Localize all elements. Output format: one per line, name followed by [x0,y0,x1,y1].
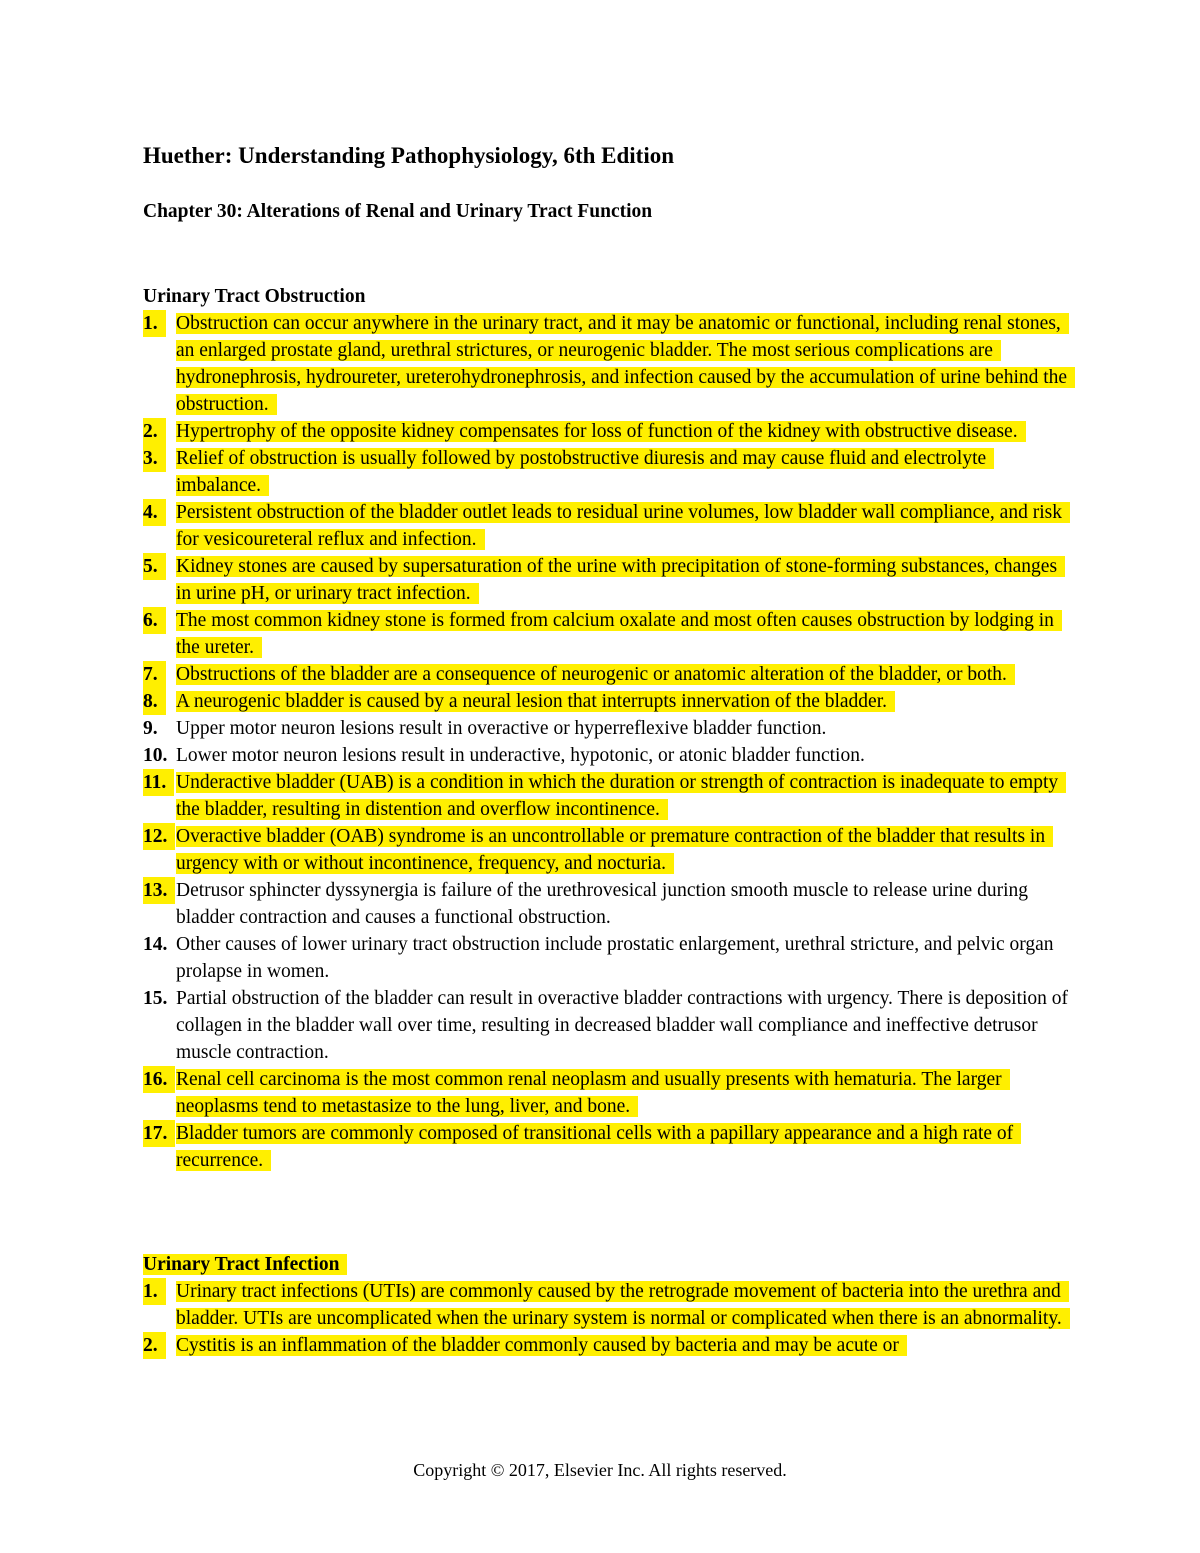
list-item-text: Bladder tumors are commonly composed of transitional cells with a papillary appearance and a high rate of recurrence. [176,1123,1021,1171]
list-item-text: Renal cell carcinoma is the most common renal neoplasm and usually presents with hematuria. The larger neoplasms tend to metastasize to the lung, liver, and bone. [176,1069,1010,1117]
list-item-text: Urinary tract infections (UTIs) are commonly caused by the retrograde movement of bacteria into the urethra and bladder. UTIs are uncomplicated when the urinary system is normal or complicated when there is an abnormality. [176,1281,1070,1329]
list-item-number: 1. [143,310,166,337]
list-item [143,1332,1073,1359]
list-item [143,1066,1073,1120]
section-heading-text: Urinary Tract Obstruction [143,286,366,307]
list-item-number: 17. [143,1120,175,1147]
list-item [143,418,1073,445]
list-item-number: 4. [143,499,166,526]
section-urinary-tract-infection [143,1251,1073,1359]
list-item [143,607,1073,661]
list-item-number: 13. [143,877,175,904]
list-item [143,499,1073,553]
copyright-footer: Copyright © 2017, Elsevier Inc. All rights reserved. [413,1460,787,1480]
list-item-text: A neurogenic bladder is caused by a neural lesion that interrupts innervation of the bladder. [176,691,895,712]
list-item-number: 3. [143,445,166,472]
section-heading-text: Urinary Tract Infection [143,1254,347,1275]
list-item-text: Obstructions of the bladder are a consequence of neurogenic or anatomic alteration of the bladder, or both. [176,664,1015,685]
list-item-text: Detrusor sphincter dyssynergia is failure of the urethrovesical junction smooth muscle to release urine during bladder contraction and causes a functional obstruction. [176,880,1028,928]
list-item [143,661,1073,688]
list-item [143,1120,1073,1174]
list-item-number: 7. [143,661,166,688]
chapter-title: Chapter 30: Alterations of Renal and Urinary Tract Function [143,201,653,222]
list-item [143,769,1073,823]
list-item-number: 16. [143,1066,175,1093]
section-urinary-tract-obstruction [143,283,1073,1174]
list-item [143,1278,1073,1332]
list-item [143,742,1073,769]
list-item [143,877,1073,931]
list-item-text: Persistent obstruction of the bladder outlet leads to residual urine volumes, low bladder wall compliance, and risk for vesicoureteral reflux and infection. [176,502,1070,550]
list-item-text: The most common kidney stone is formed from calcium oxalate and most often causes obstruction by lodging in the ureter. [176,610,1062,658]
list-item [143,688,1073,715]
list-item-number: 5. [143,553,166,580]
list-item-text: Kidney stones are caused by supersaturation of the urine with precipitation of stone-forming substances, changes in urine pH, or urinary tract infection. [176,556,1065,604]
list-item [143,823,1073,877]
list-item-text: Obstruction can occur anywhere in the urinary tract, and it may be anatomic or functional, including renal stones, an enlarged prostate gland, urethral strictures, or neurogenic bladder. The most serious complications are hydronephrosis, hydroureter, ureterohydronephrosis, and infection caused by the accumulation of urine behind the obstruction. [176,313,1075,415]
list-item [143,310,1073,418]
list-item-number: 14. [143,934,168,955]
section-heading [143,1251,1073,1278]
list-item-number: 2. [143,1332,166,1359]
list-item-number: 12. [143,823,175,850]
list-item [143,931,1073,985]
list-item-text: Overactive bladder (OAB) syndrome is an uncontrollable or premature contraction of the bladder that results in urgency with or without incontinence, frequency, and nocturia. [176,826,1053,874]
list-item [143,553,1073,607]
numbered-list [143,310,1073,1174]
list-item-text: Hypertrophy of the opposite kidney compensates for loss of function of the kidney with obstructive disease. [176,421,1026,442]
list-item-number: 2. [143,418,166,445]
list-item-text: Other causes of lower urinary tract obstruction include prostatic enlargement, urethral stricture, and pelvic organ prolapse in women. [176,934,1054,982]
list-item-text: Cystitis is an inflammation of the bladder commonly caused by bacteria and may be acute or [176,1335,907,1356]
list-item-text: Underactive bladder (UAB) is a condition in which the duration or strength of contraction is inadequate to empty the bladder, resulting in distention and overflow incontinence. [176,772,1066,820]
document-title: Huether: Understanding Pathophysiology, 6th Edition [143,143,675,168]
list-item-text: Lower motor neuron lesions result in underactive, hypotonic, or atonic bladder function. [176,745,865,766]
list-item-text: Relief of obstruction is usually followed by postobstructive diuresis and may cause fluid and electrolyte imbalance. [176,448,994,496]
list-item-number: 9. [143,718,158,739]
list-item-number: 11. [143,769,174,796]
list-item-text: Partial obstruction of the bladder can result in overactive bladder contractions with urgency. There is deposition of collagen in the bladder wall over time, resulting in decreased bladder wall compliance and ineffective detrusor muscle contraction. [176,988,1069,1063]
section-heading [143,283,1073,310]
list-item [143,715,1073,742]
list-item-number: 8. [143,688,166,715]
list-item-text: Upper motor neuron lesions result in overactive or hyperreflexive bladder function. [176,718,827,739]
list-item [143,445,1073,499]
list-item-number: 10. [143,745,168,766]
list-item [143,985,1073,1066]
list-item-number: 6. [143,607,166,634]
list-item-number: 15. [143,988,168,1009]
list-item-number: 1. [143,1278,166,1305]
numbered-list [143,1278,1073,1359]
